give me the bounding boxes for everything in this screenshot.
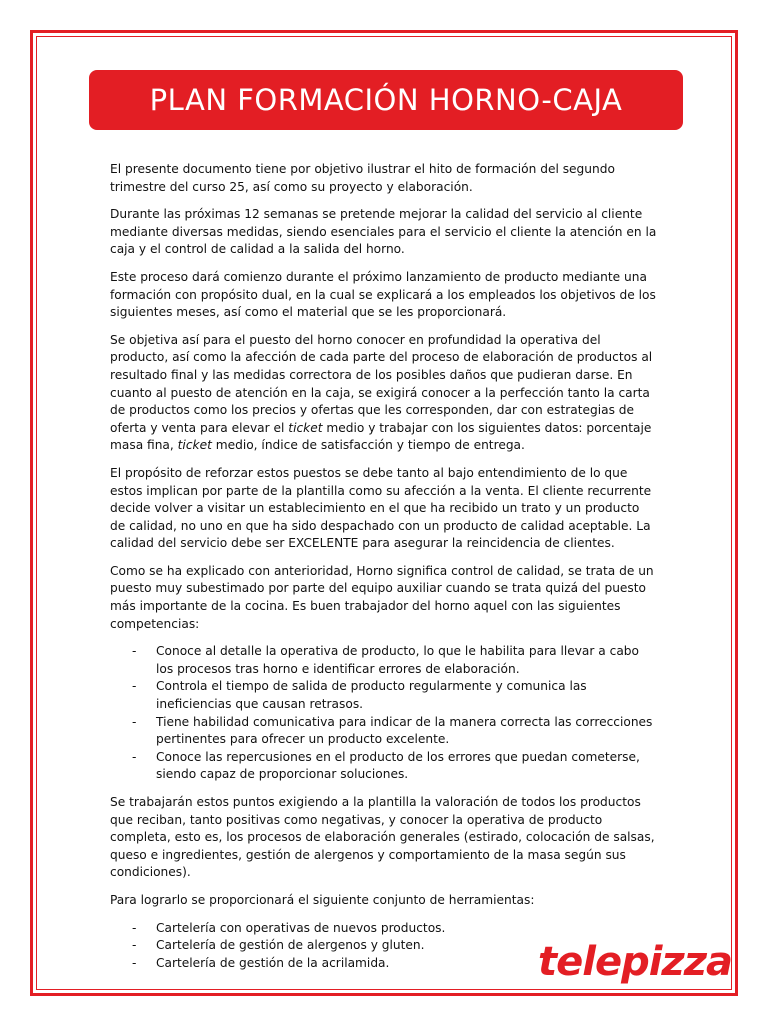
list-item [110, 678, 658, 713]
paragraph-objetivo: Durante las próximas 12 semanas se pretende mejorar la calidad del servicio al cliente mediante diversas medidas, siendo esenciales para el servicio el cliente la atención en la caja y el control de calidad a la salida del horno. [110, 207, 657, 257]
list-dash: - [132, 644, 137, 659]
text-run: medio y trabajar con los siguientes datos: porcentaje masa fina, [110, 420, 652, 453]
paragraph-trabajo: Se trabajarán estos puntos exigiendo a la plantilla la valoración de todos los productos que reciban, tanto positivas como negativas, y conocer la operativa de producto completa, esto es, los procesos de elaboración generales (estirado, colocación de salsas, queso e ingredientes, gestión de alergenos y comportamiento de la masa según sus condiciones). [110, 795, 655, 880]
list-item-text: Cartelería de gestión de alergenos y gluten. [156, 938, 425, 953]
paragraph-puestos [110, 332, 658, 455]
text-run: Se objetiva así para el puesto del horno conocer en profundidad la operativa del producto, así como la afección de cada parte del proceso de elaboración de productos al resultado final y las medidas correctora de los posibles daños que pudieran darse. En cuanto al puesto de atención en la caja, se exigirá conocer a la perfección tanto la carta de productos como los precios y ofertas que les corresponden, dar con estrategias de oferta y venta para elevar el [110, 332, 653, 435]
document-body [110, 161, 658, 982]
paragraph-proceso: Este proceso dará comienzo durante el próximo lanzamiento de producto mediante una formación con propósito dual, en la cual se explicará a los empleados los objetivos de los siguientes meses, así como el material que se les proporcionará. [110, 269, 656, 320]
competencias-list [110, 643, 658, 784]
paragraph-proposito: El propósito de reforzar estos puestos se debe tanto al bajo entendimiento de lo que estos implican por parte de la plantilla como su afección a la venta. El cliente recurrente decide volver a visitar un establecimiento en el que ha recibido un trato y un producto de calidad, no uno en que ha sido despachado con un producto de calidad aceptable. La calidad del servicio debe ser EXCELENTE para asegurar la reincidencia de clientes. [110, 465, 652, 551]
list-item-text: Tiene habilidad comunicativa para indicar de la manera correcta las correcciones pertinentes para ofrecer un producto excelente. [156, 714, 653, 747]
list-dash: - [132, 749, 137, 764]
paragraph-intro: El presente documento tiene por objetivo ilustrar el hito de formación del segundo trimestre del curso 25, así como su proyecto y elaboración. [110, 162, 615, 194]
list-dash: - [132, 679, 137, 694]
paragraph-horno: Como se ha explicado con anterioridad, Horno significa control de calidad, se trata de un puesto muy subestimado por parte del equipo auxiliar cuando se trata quizá del puesto más importante de la cocina. Es buen trabajador del horno aquel con las siguientes competencias: [110, 563, 654, 631]
list-item-text: Conoce las repercusiones en el producto de los errores que puedan cometerse, siendo capaz de proporcionar soluciones. [156, 749, 640, 782]
text-run: medio, índice de satisfacción y tiempo de entrega. [211, 438, 525, 453]
italic-ticket: ticket [177, 438, 212, 453]
list-item-text: Cartelería con operativas de nuevos productos. [156, 920, 446, 935]
list-dash: - [132, 938, 137, 953]
list-item [110, 749, 658, 784]
telepizza-logo: telepizza [538, 939, 732, 985]
paragraph-herramientas: Para lograrlo se proporcionará el siguiente conjunto de herramientas: [110, 892, 535, 907]
document-title: PLAN FORMACIÓN HORNO-CAJA [149, 83, 623, 117]
list-dash: - [132, 955, 137, 970]
list-item-text: Controla el tiempo de salida de producto regularmente y comunica las ineficiencias que causan retrasos. [156, 679, 587, 712]
list-dash: - [132, 714, 137, 729]
title-banner [89, 70, 683, 130]
list-item-text: Cartelería de gestión de la acrilamida. [156, 955, 390, 970]
list-item [110, 643, 658, 678]
list-item-text: Conoce al detalle la operativa de producto, lo que le habilita para llevar a cabo los procesos tras horno e identificar errores de elaboración. [156, 644, 639, 676]
list-item [110, 714, 658, 749]
italic-ticket: ticket [288, 420, 323, 435]
list-item [110, 920, 658, 938]
list-dash: - [132, 920, 137, 935]
